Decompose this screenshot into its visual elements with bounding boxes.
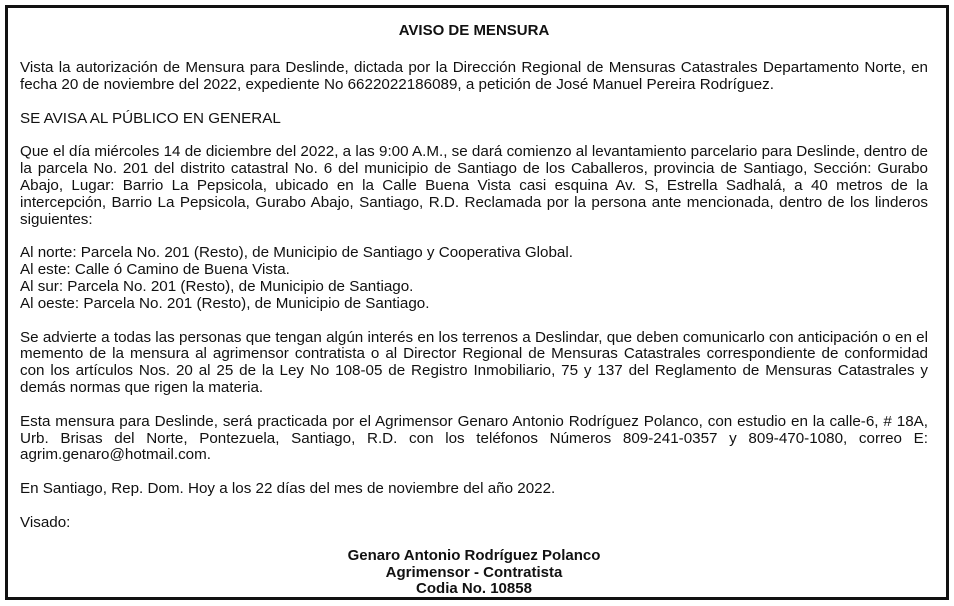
boundary-north: Al norte: Parcela No. 201 (Resto), de Municipio de Santiago y Cooperativa Global. bbox=[20, 244, 573, 262]
signature-block bbox=[20, 548, 928, 598]
boundary-south: Al sur: Parcela No. 201 (Resto), de Municipio de Santiago. bbox=[20, 277, 414, 295]
surveyor-info-paragraph: Esta mensura para Deslinde, será practicada por el Agrimensor Genaro Antonio Rodríguez Polanco, con estudio en la calle-6, # 18A, Urb. Brisas del Norte, Pontezuela, Santiago, R.D. con los teléfonos Números 809-241-0357 y 809-470-1080, correo E: agrim.genaro@hotmail.com. bbox=[20, 412, 928, 464]
notice-border bbox=[5, 5, 949, 600]
intro-paragraph: Vista la autorización de Mensura para Deslinde, dictada por la Dirección Regional de Mensuras Catastrales Departamento Norte, en fecha 20 de noviembre del 2022, expediente No 6622022186089, a petición de José Manuel Pereira Rodríguez. bbox=[20, 59, 928, 93]
boundary-west: Al oeste: Parcela No. 201 (Resto), de Municipio de Santiago. bbox=[20, 294, 430, 312]
announcement-paragraph: Que el día miércoles 14 de diciembre del 2022, a las 9:00 A.M., se dará comienzo al levantamiento parcelario para Deslinde, dentro de la parcela No. 201 del distrito catastral No. 6 del municipio de Santiago de los Caballeros, provincia de Santiago, Sección: Gurabo Abajo, Lugar: Barrio La Pepsicola, ubicado en la Calle Buena Vista casi esquina Av. S, Estrella Sadhalá, a 40 metros de la intercepción, Barrio La Pepsicola, Gurabo Abajo, Santiago, R.D. Reclamada por la persona ante mencionada, dentro de los linderos siguientes: bbox=[20, 143, 928, 228]
signature-name: Genaro Antonio Rodríguez Polanco bbox=[347, 546, 601, 564]
visado-label: Visado: bbox=[20, 513, 71, 531]
warning-paragraph: Se advierte a todas las personas que tengan algún interés en los terrenos a Deslindar, que deben comunicarlo con anticipación o en el memento de la mensura al agrimensor contratista o al Director Regional de Mensuras Catastrales correspondiente de conformidad con los artículos Nos. 20 al 25 de la Ley No 108-05 de Registro Inmobiliario, 75 y 137 del Reglamento de Mensuras Catastrales y demás normas que rigen la materia. bbox=[20, 328, 928, 396]
public-notice-heading: SE AVISA AL PÚBLICO EN GENERAL bbox=[20, 109, 281, 127]
notice-title: AVISO DE MENSURA bbox=[398, 22, 550, 39]
signature-role: Agrimensor - Contratista bbox=[385, 563, 563, 581]
boundary-east: Al este: Calle ó Camino de Buena Vista. bbox=[20, 261, 290, 279]
boundaries-list bbox=[20, 245, 928, 312]
notice-body bbox=[20, 22, 928, 598]
place-date: En Santiago, Rep. Dom. Hoy a los 22 días del mes de noviembre del año 2022. bbox=[20, 480, 556, 498]
signature-codia: Codia No. 10858 bbox=[416, 580, 532, 598]
